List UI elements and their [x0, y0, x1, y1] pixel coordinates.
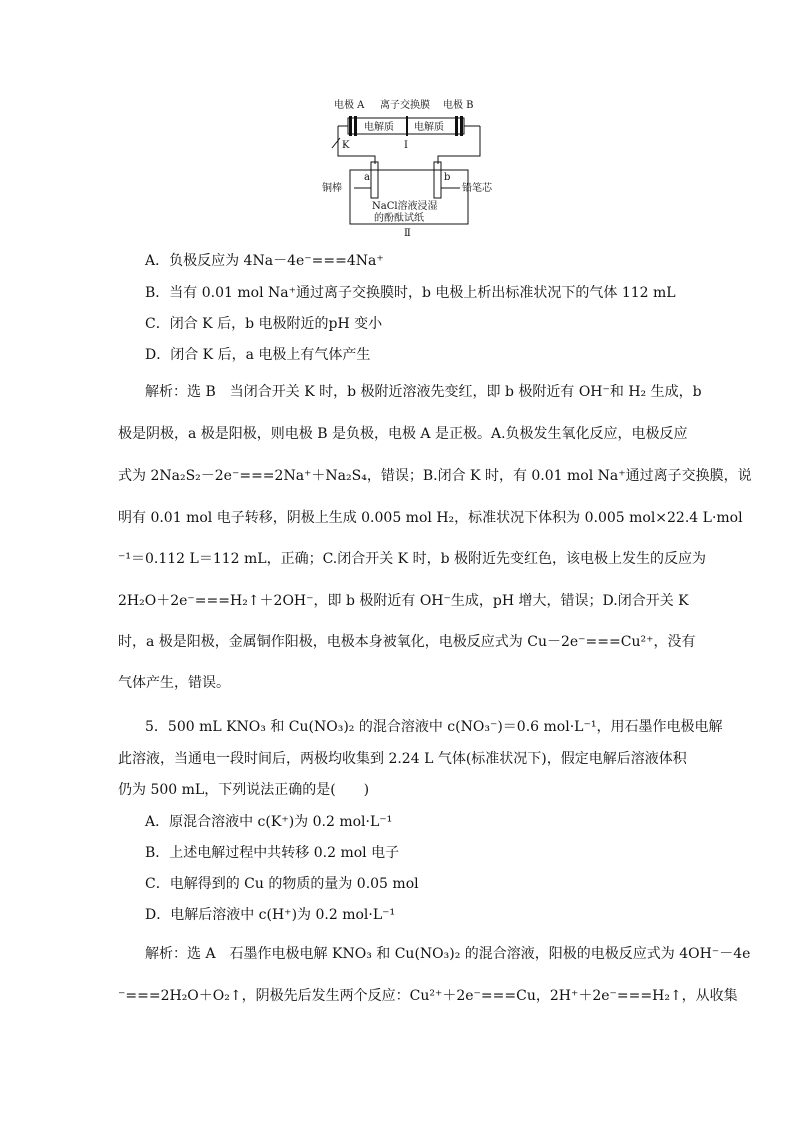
q4-analysis-line: 时，a 极是阳极，金属铜作阳极，电极本身被氧化，电极反应式为 Cu－2e⁻===Cu²⁺，没有 — [118, 634, 696, 650]
switch-k-label: K — [342, 140, 350, 151]
q5-analysis-line: ⁻===2H₂O＋O₂↑，阴极先后发生两个反应：Cu²⁺＋2e⁻===Cu，2H⁺＋2e⁻===H₂↑，从收集 — [118, 988, 738, 1004]
q4-analysis-line: 气体产生，错误。 — [118, 675, 230, 691]
paper-line1: NaCl溶液浸湿 — [372, 201, 438, 212]
q5-analysis-line: 解析：选 A 石墨作电极电解 KNO₃ 和 Cu(NO₃)₂ 的混合溶液，阳极的电极反应式为 4OH⁻－4e — [145, 946, 751, 962]
q5-stem-line: 此溶液，当通电一段时间后，两极均收集到 2.24 L 气体(标准状况下)，假定电解后溶液体积 — [118, 751, 687, 767]
electrode-a-small: a — [364, 172, 370, 183]
q5-option-c: C．电解得到的 Cu 的物质的量为 0.05 mol — [145, 876, 419, 892]
q4-analysis-line: ⁻¹＝0.112 L＝112 mL，正确；C.闭合开关 K 时，b 极附近先变红色，该电极上发生的反应为 — [118, 551, 707, 567]
electrode-b-label: 电极 B — [443, 100, 474, 111]
q4-option-c: C．闭合 K 后，b 电极附近的pH 变小 — [145, 316, 383, 332]
cell-II-label: Ⅱ — [404, 228, 411, 239]
electrolyte-right: 电解质 — [414, 122, 444, 133]
q4-option-a: A．负极反应为 4Na－4e⁻===4Na⁺ — [145, 253, 384, 269]
electrode-b-small: b — [444, 172, 451, 183]
q5-stem-line: 仍为 500 mL，下列说法正确的是( ) — [118, 782, 370, 798]
q5-option-b: B．上述电解过程中共转移 0.2 mol 电子 — [145, 845, 400, 861]
paper-line2: 的酚酞试纸 — [374, 213, 424, 224]
electrode-a-label: 电极 A — [334, 100, 365, 111]
cell-I-label: Ⅰ — [404, 140, 408, 151]
q5-option-a: A．原混合溶液中 c(K⁺)为 0.2 mol·L⁻¹ — [145, 814, 393, 830]
electrolyte-left: 电解质 — [364, 122, 394, 133]
q5-stem-line: 5．500 mL KNO₃ 和 Cu(NO₃)₂ 的混合溶液中 c(NO₃⁻)＝0.6 mol·L⁻¹，用石墨作电极电解 — [145, 719, 723, 735]
q4-analysis-line: 解析：选 B 当闭合开关 K 时，b 极附近溶液先变红，即 b 极附近有 OH⁻和 H₂ 生成，b — [145, 384, 702, 400]
q5-option-d: D．电解后溶液中 c(H⁺)为 0.2 mol·L⁻¹ — [145, 907, 396, 923]
q4-analysis-line: 式为 2Na₂S₂－2e⁻===2Na⁺＋Na₂S₄，错误；B.闭合 K 时，有 0.01 mol Na⁺通过离子交换膜，说 — [118, 468, 752, 484]
q4-analysis-line: 明有 0.01 mol 电子转移，阴极上生成 0.005 mol H₂，标准状况下体积为 0.005 mol×22.4 L·mol — [118, 510, 743, 526]
electrolysis-diagram — [320, 96, 500, 241]
q4-option-d: D．闭合 K 后，a 电极上有气体产生 — [145, 347, 371, 363]
pencil-core-label: 铅笔芯 — [462, 183, 492, 194]
membrane-label: 离子交换膜 — [380, 100, 430, 111]
q4-analysis-line: 2H₂O＋2e⁻===H₂↑＋2OH⁻，即 b 极附近有 OH⁻生成，pH 增大，错误；D.闭合开关 K — [118, 593, 689, 609]
q4-option-b: B．当有 0.01 mol Na⁺通过离子交换膜时，b 电极上析出标准状况下的气体 112 mL — [145, 285, 676, 301]
copper-rod-label: 铜棒 — [322, 183, 342, 194]
q4-analysis-line: 极是阴极，a 极是阳极，则电极 B 是负极，电极 A 是正极。A.负极发生氧化反应，电极反应 — [118, 426, 688, 442]
